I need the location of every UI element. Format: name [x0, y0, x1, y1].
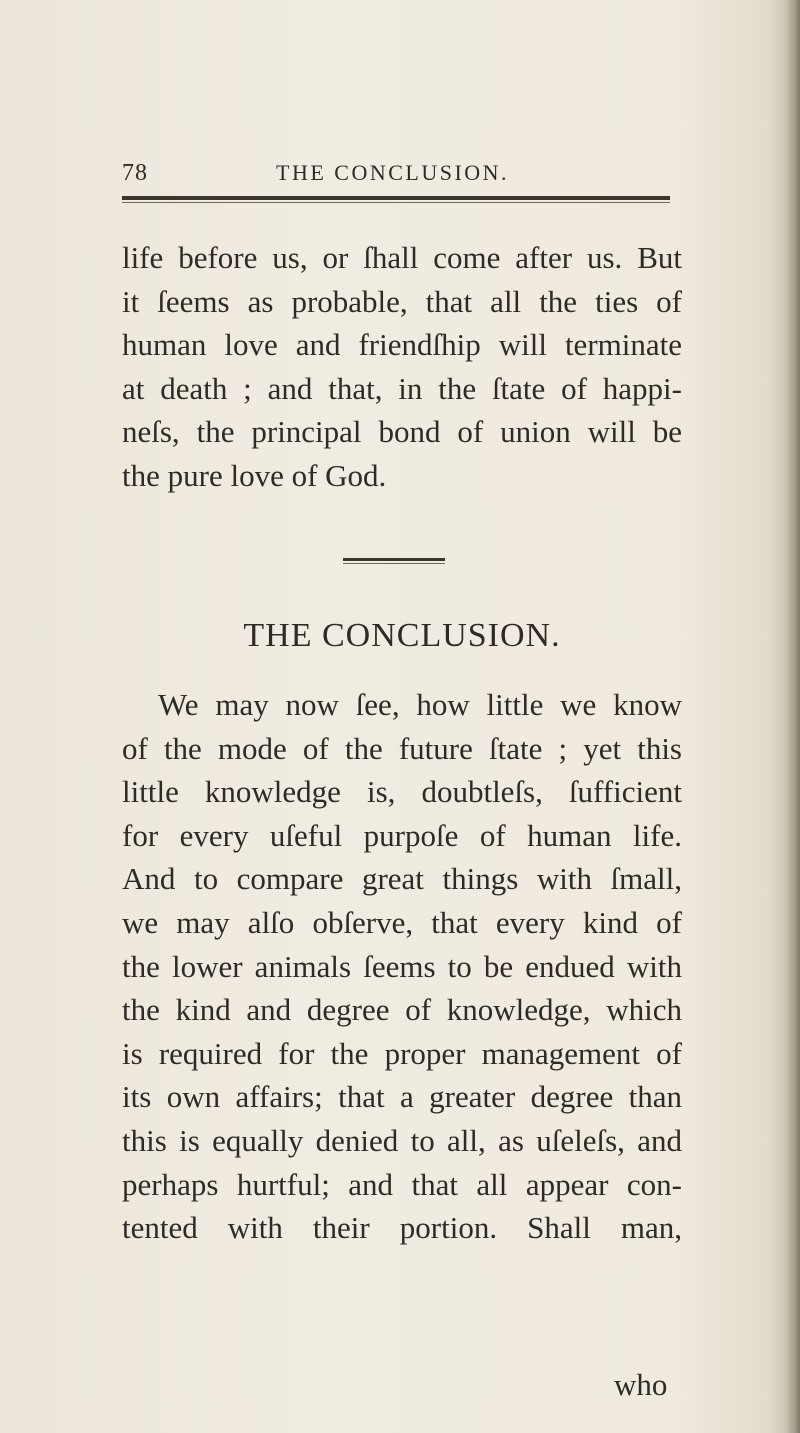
- section-divider-thin: [343, 563, 445, 564]
- top-paragraph: [122, 236, 682, 498]
- text-line: neſs, the principal bond of union will be: [122, 414, 682, 450]
- page-edge-shadow: [786, 0, 800, 1433]
- text-line: little knowledge is, doubtleſs, ſufficient: [122, 774, 682, 810]
- text-line: we may alſo obſerve, that every kind of: [122, 904, 682, 940]
- text-line: this is equally denied to all, as uſeleſs, and: [122, 1122, 682, 1158]
- text-line: the pure love of God.: [122, 457, 387, 493]
- section-title: THE CONCLUSION.: [243, 617, 561, 654]
- text-line: perhaps hurtful; and that all appear con-: [122, 1166, 682, 1202]
- text-line: We may now ſee, how little we know: [158, 687, 682, 722]
- text-line: the lower animals ſeems to be endued with: [122, 948, 682, 984]
- text-line: is required for the proper management of: [122, 1035, 682, 1071]
- text-line: for every uſeful purpoſe of human life.: [122, 817, 682, 853]
- header-rule: [122, 196, 670, 200]
- header-rule-thin: [122, 202, 670, 203]
- text-line: it ſeems as probable, that all the ties of: [122, 283, 682, 319]
- text-line: life before us, or ſhall come after us. But: [122, 240, 682, 275]
- text-line: tented with their portion. Shall man,: [122, 1210, 682, 1246]
- text-line: its own affairs; that a greater degree than: [122, 1079, 682, 1115]
- text-line: of the mode of the future ſtate ; yet this: [122, 730, 682, 766]
- catchword: who: [614, 1367, 668, 1402]
- text-line: And to compare great things with ſmall,: [122, 861, 682, 897]
- page-number: 78: [122, 160, 148, 186]
- section-divider: [343, 558, 445, 561]
- text-line: at death ; and that, in the ſtate of happi-: [122, 370, 682, 406]
- running-head: [122, 160, 682, 190]
- text-line: the kind and degree of knowledge, which: [122, 992, 682, 1028]
- running-title: THE CONCLUSION.: [276, 160, 510, 185]
- text-line: human love and friendſhip will terminate: [122, 327, 682, 363]
- conclusion-paragraph: [122, 683, 682, 1250]
